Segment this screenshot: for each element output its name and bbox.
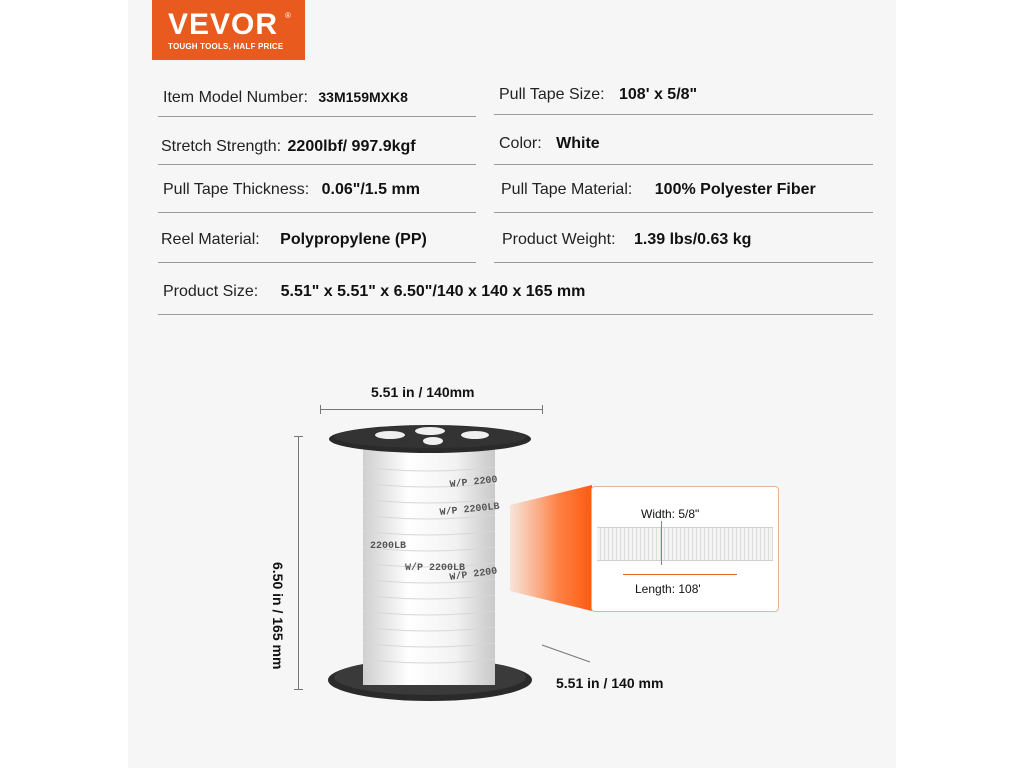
spec-value: 0.06"/1.5 mm	[321, 181, 420, 198]
spec-value: 1.39 lbs/0.63 kg	[634, 231, 752, 248]
spec-product-weight	[502, 231, 751, 249]
tape-width-label: Width: 5/8"	[641, 507, 700, 521]
width-dimension-line	[320, 409, 543, 410]
spec-value: White	[556, 135, 600, 152]
spec-value: 33M159MXK8	[318, 89, 408, 105]
divider	[158, 314, 873, 315]
tape-print: W/P 2200LB	[439, 501, 501, 519]
spec-label: Item Model Number:	[163, 89, 308, 106]
flange-hole	[423, 437, 443, 445]
spec-label: Stretch Strength:	[161, 138, 282, 155]
spec-label: Product Weight:	[502, 231, 616, 248]
tape-length-label: Length: 108'	[635, 582, 701, 596]
spec-stretch-strength	[161, 138, 416, 156]
spec-item-model-number	[163, 89, 408, 107]
tape-print: W/P 2200	[449, 475, 499, 491]
width-marker	[661, 521, 662, 565]
height-dimension-label: 6.50 in / 165 mm	[270, 562, 286, 670]
spec-pull-tape-thickness	[163, 181, 420, 199]
divider	[158, 212, 476, 213]
flange-hole	[375, 431, 405, 439]
divider	[158, 116, 476, 117]
divider	[494, 262, 873, 263]
tape-print: W/P 2200LB	[405, 563, 466, 574]
tape-reel-illustration	[300, 415, 600, 715]
spec-value: 108' x 5/8"	[619, 86, 698, 103]
height-dimension-line	[298, 436, 299, 690]
spec-color	[499, 135, 600, 153]
spec-label: Product Size:	[163, 283, 259, 300]
spec-value: Polypropylene (PP)	[280, 231, 427, 248]
spec-label: Pull Tape Size:	[499, 86, 605, 103]
flange-hole	[415, 427, 445, 435]
divider	[494, 114, 873, 115]
dimension-tick	[542, 405, 543, 414]
divider	[158, 164, 476, 165]
length-marker	[623, 574, 737, 575]
spec-value: 5.51" x 5.51" x 6.50"/140 x 140 x 165 mm	[280, 283, 586, 300]
spec-value: 100% Polyester Fiber	[654, 181, 816, 198]
brand-logo	[152, 0, 305, 60]
spec-label: Color:	[499, 135, 542, 152]
spec-pull-tape-material	[501, 181, 816, 199]
flange-hole	[461, 431, 489, 439]
registered-mark: ®	[285, 11, 291, 20]
zoom-beam	[510, 485, 592, 611]
brand-name: VEVOR	[168, 8, 279, 41]
depth-dimension-line	[542, 645, 590, 662]
divider	[494, 164, 873, 165]
spec-pull-tape-size	[499, 86, 697, 104]
spec-reel-material	[161, 231, 427, 249]
tape-detail-callout	[591, 486, 779, 612]
spec-label: Reel Material:	[161, 231, 260, 248]
brand-tagline: TOUGH TOOLS, HALF PRICE	[168, 42, 284, 51]
divider	[494, 212, 873, 213]
tape-print: 2200LB	[370, 541, 407, 552]
divider	[158, 262, 476, 263]
spec-value: 2200lbf/ 997.9kgf	[287, 138, 416, 155]
dimension-tick	[320, 405, 321, 414]
spec-label: Pull Tape Thickness:	[163, 181, 310, 198]
width-dimension-label: 5.51 in / 140mm	[371, 384, 475, 400]
spec-product-size	[163, 283, 585, 301]
depth-dimension-label: 5.51 in / 140 mm	[556, 675, 664, 691]
spec-label: Pull Tape Material:	[501, 181, 633, 198]
tape-strap-closeup	[597, 527, 773, 561]
tape-print: W/P 2200	[449, 566, 499, 584]
